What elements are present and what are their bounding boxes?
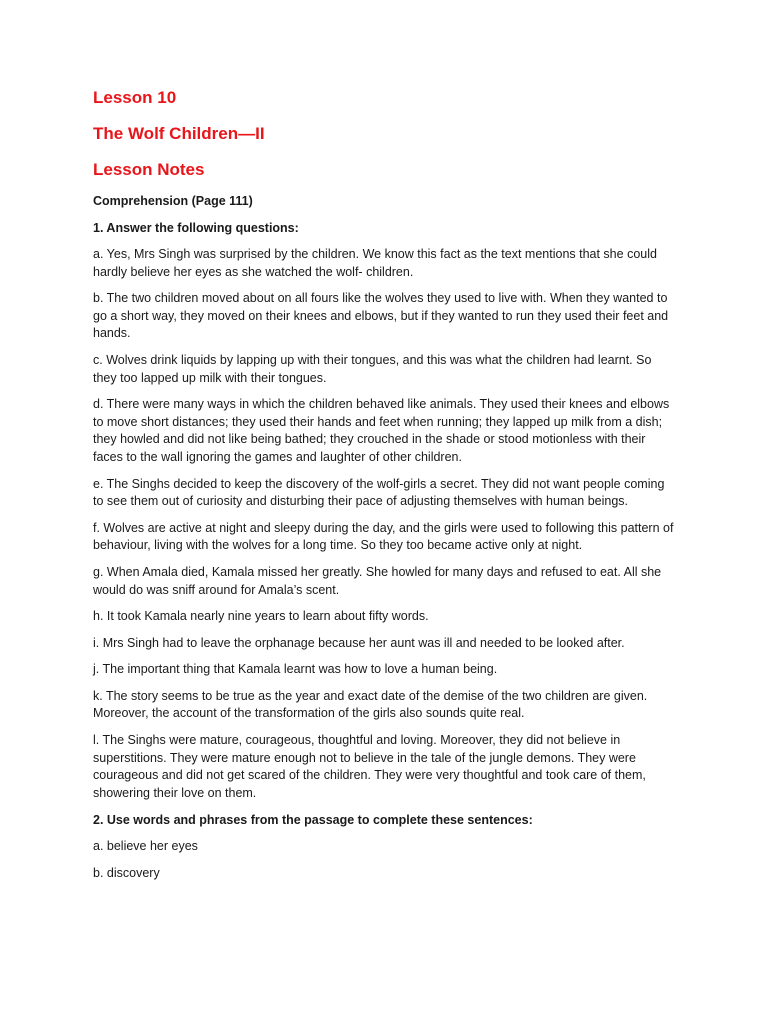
question2-heading: 2. Use words and phrases from the passage to complete these sentences: (93, 813, 533, 828)
answer-i: i. Mrs Singh had to leave the orphanage because her aunt was ill and needed to be looked after. (93, 635, 625, 650)
answer-k: k. The story seems to be true as the year and exact date of the demise of the two children are given. Moreover, the account of the transformation of the girls also sounds quite real. (93, 688, 648, 721)
answer-h: h. It took Kamala nearly nine years to learn about fifty words. (93, 609, 429, 624)
answer-l: l. The Singhs were mature, courageous, thoughtful and loving. Moreover, they did not believe in superstitions. They were mature enough not to believe in the tale of the jungle demons. They were courageous and did not get scared of the children. They were very thoughtful and took care of them, showering their love on them. (93, 733, 646, 800)
comprehension-heading: Comprehension (Page 111) (93, 194, 253, 208)
lesson-notes-heading: Lesson Notes (93, 160, 205, 179)
question2-answer-b: b. discovery (93, 866, 160, 881)
answer-b: b. The two children moved about on all fours like the wolves they used to live with. When they wanted to go a short way, they moved on their knees and elbows, but if they wanted to run they used their feet and hands. (93, 291, 669, 341)
answer-f: f. Wolves are active at night and sleepy during the day, and the girls were used to following this pattern of behaviour, living with the wolves for a long time. So they too became active only at night. (93, 520, 674, 553)
answer-e: e. The Singhs decided to keep the discovery of the wolf-girls a secret. They did not want people coming to see them out of curiosity and disturbing their pace of adjusting themselves with human beings. (93, 476, 665, 509)
lesson-number-heading: Lesson 10 (93, 88, 177, 107)
answer-g: g. When Amala died, Kamala missed her greatly. She howled for many days and refused to eat. All she would do was sniff around for Amala’s scent. (93, 564, 662, 597)
lesson-title-heading: The Wolf Children—II (93, 124, 265, 143)
answer-j: j. The important thing that Kamala learnt was how to love a human being. (93, 662, 498, 677)
question2-answer-a: a. believe her eyes (93, 839, 198, 854)
answer-c: c. Wolves drink liquids by lapping up with their tongues, and this was what the children had learnt. So they too lapped up milk with their tongues. (93, 352, 652, 385)
answer-d: d. There were many ways in which the children behaved like animals. They used their knees and elbows to move short distances; they used their hands and feet when running; they lapped up milk from a dish; they howled and did not like being bathed; they crouched in the shade or stood motionless with their faces to the wall ignoring the games and laughter of other children. (93, 397, 670, 464)
answer-a: a. Yes, Mrs Singh was surprised by the children. We know this fact as the text mentions that she could hardly believe her eyes as she watched the wolf- children. (93, 247, 657, 279)
question1-heading: 1. Answer the following questions: (93, 221, 299, 235)
